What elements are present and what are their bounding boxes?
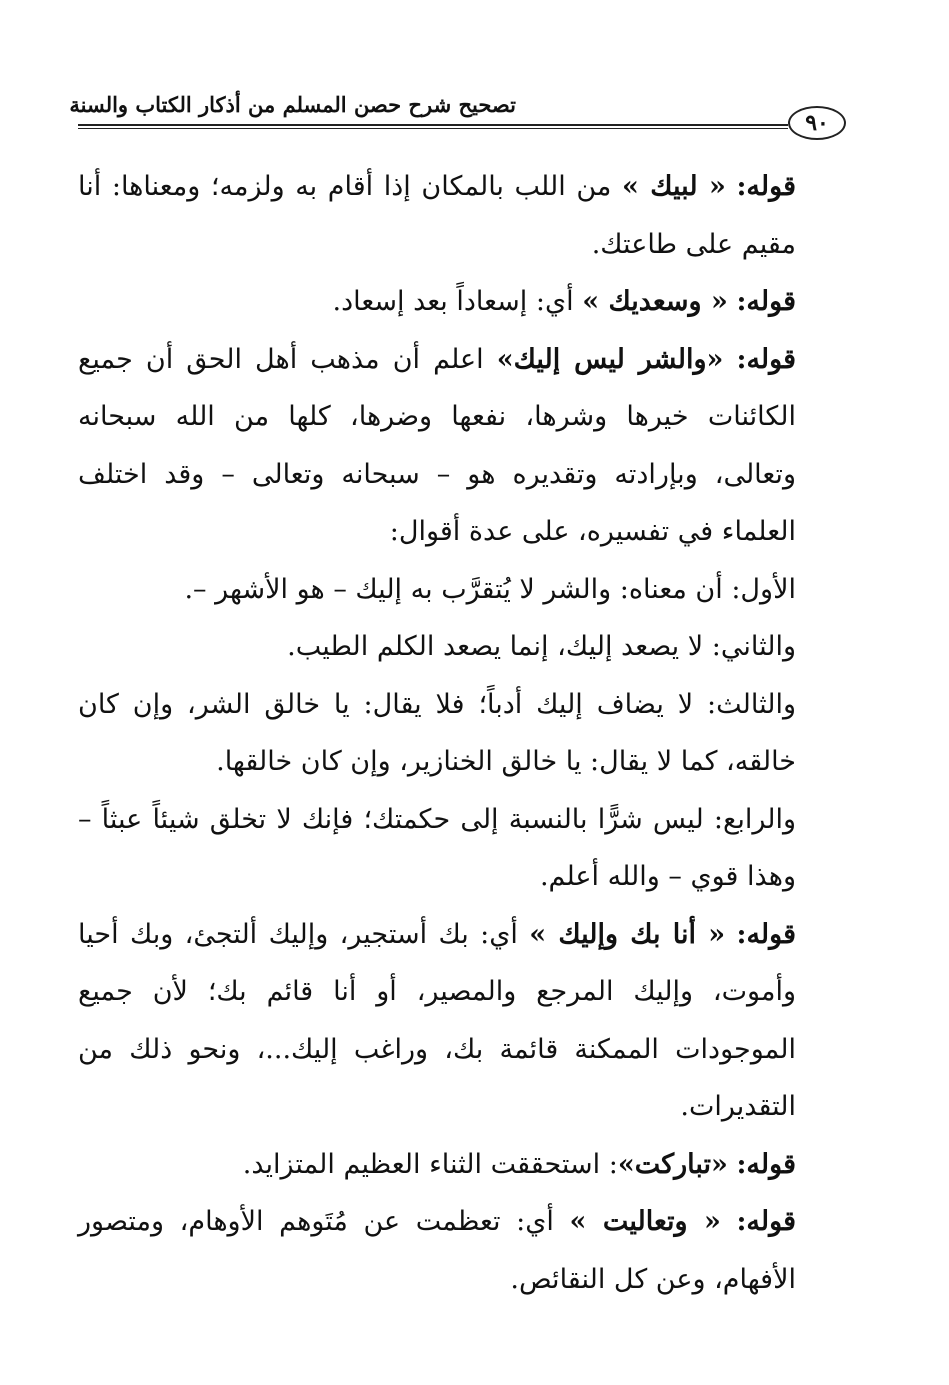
paragraph bbox=[78, 676, 846, 791]
paragraph-lead: قوله: bbox=[736, 1206, 796, 1237]
header-rule bbox=[78, 124, 788, 126]
paragraph-lead: قوله: bbox=[736, 1148, 796, 1180]
quoted-term: « لبيك » bbox=[621, 171, 726, 202]
paragraph-text: أي: بك أستجير، وإليك ألتجئ، وبك أحيا وأموت، وإليك المرجع والمصير، أو أنا قائم بك؛ لأن جميع الموجودات الممكنة قائمة بك، وراغب إليك...، ونحو ذلك من التقديرات. bbox=[78, 918, 796, 1122]
quoted-term: « وتعاليت » bbox=[569, 1206, 721, 1237]
header-title: تصحيح شرح حصن المسلم من أذكار الكتاب والسنة bbox=[69, 92, 516, 117]
paragraph bbox=[78, 1193, 846, 1308]
header-rule-thin bbox=[78, 128, 788, 129]
paragraph-text: من اللب بالمكان إذا أقام به ولزمه؛ ومعناها: أنا مقيم على طاعتك. bbox=[78, 171, 796, 260]
paragraph-text: : استحققت الثناء العظيم المتزايد. bbox=[242, 1148, 618, 1180]
quoted-term: « وسعديك » bbox=[582, 286, 728, 317]
paragraph-text: أي: تعظمت عن مُتَوهم الأوهام، ومتصور الأفهام، وعن كل النقائص. bbox=[78, 1206, 796, 1295]
paragraph bbox=[78, 791, 846, 906]
paragraph-text: والرابع: ليس شرًّا بالنسبة إلى حكمتك؛ فإنك لا تخلق شيئاً عبثاً – وهذا قوي – والله أعلم. bbox=[78, 803, 796, 892]
body-text bbox=[78, 158, 846, 1308]
running-header bbox=[69, 92, 846, 148]
paragraph-lead: قوله: bbox=[736, 286, 796, 317]
paragraph-text: أي: إسعاداً بعد إسعاد. bbox=[332, 286, 583, 317]
paragraph bbox=[78, 561, 846, 619]
paragraph-text: والثالث: لا يضاف إليك أدباً؛ فلا يقال: يا خالق الشر، وإن كان خالقه، كما لا يقال: يا خالق الخنازير، وإن كان خالقها. bbox=[78, 688, 796, 777]
paragraph bbox=[78, 158, 846, 273]
paragraph-text: الأول: أن معناه: والشر لا يُتقرَّب به إليك – هو الأشهر –. bbox=[184, 573, 796, 605]
quoted-term: «والشر ليس إليك» bbox=[496, 343, 724, 375]
paragraph bbox=[78, 331, 846, 561]
paragraph bbox=[78, 618, 846, 676]
paragraph-text: والثاني: لا يصعد إليك، إنما يصعد الكلم الطيب. bbox=[287, 631, 796, 662]
paragraph-lead: قوله: bbox=[736, 918, 797, 950]
quoted-term: «تباركت» bbox=[617, 1148, 728, 1180]
paragraph bbox=[78, 906, 846, 1136]
page-number: ٩٠ bbox=[788, 106, 846, 140]
paragraph-lead: قوله: bbox=[736, 171, 796, 202]
paragraph-lead: قوله: bbox=[736, 343, 797, 375]
paragraph bbox=[78, 273, 846, 331]
paragraph-text: اعلم أن مذهب أهل الحق أن جميع الكائنات خيرها وشرها، نفعها وضرها، كلها من الله سبحانه وتعالى، وبإرادته وتقديره هو – سبحانه وتعالى – وقد اختلف العلماء في تفسيره، على عدة أقوال: bbox=[78, 343, 796, 547]
paragraph bbox=[78, 1136, 846, 1194]
quoted-term: « أنا بك وإليك » bbox=[529, 918, 726, 950]
